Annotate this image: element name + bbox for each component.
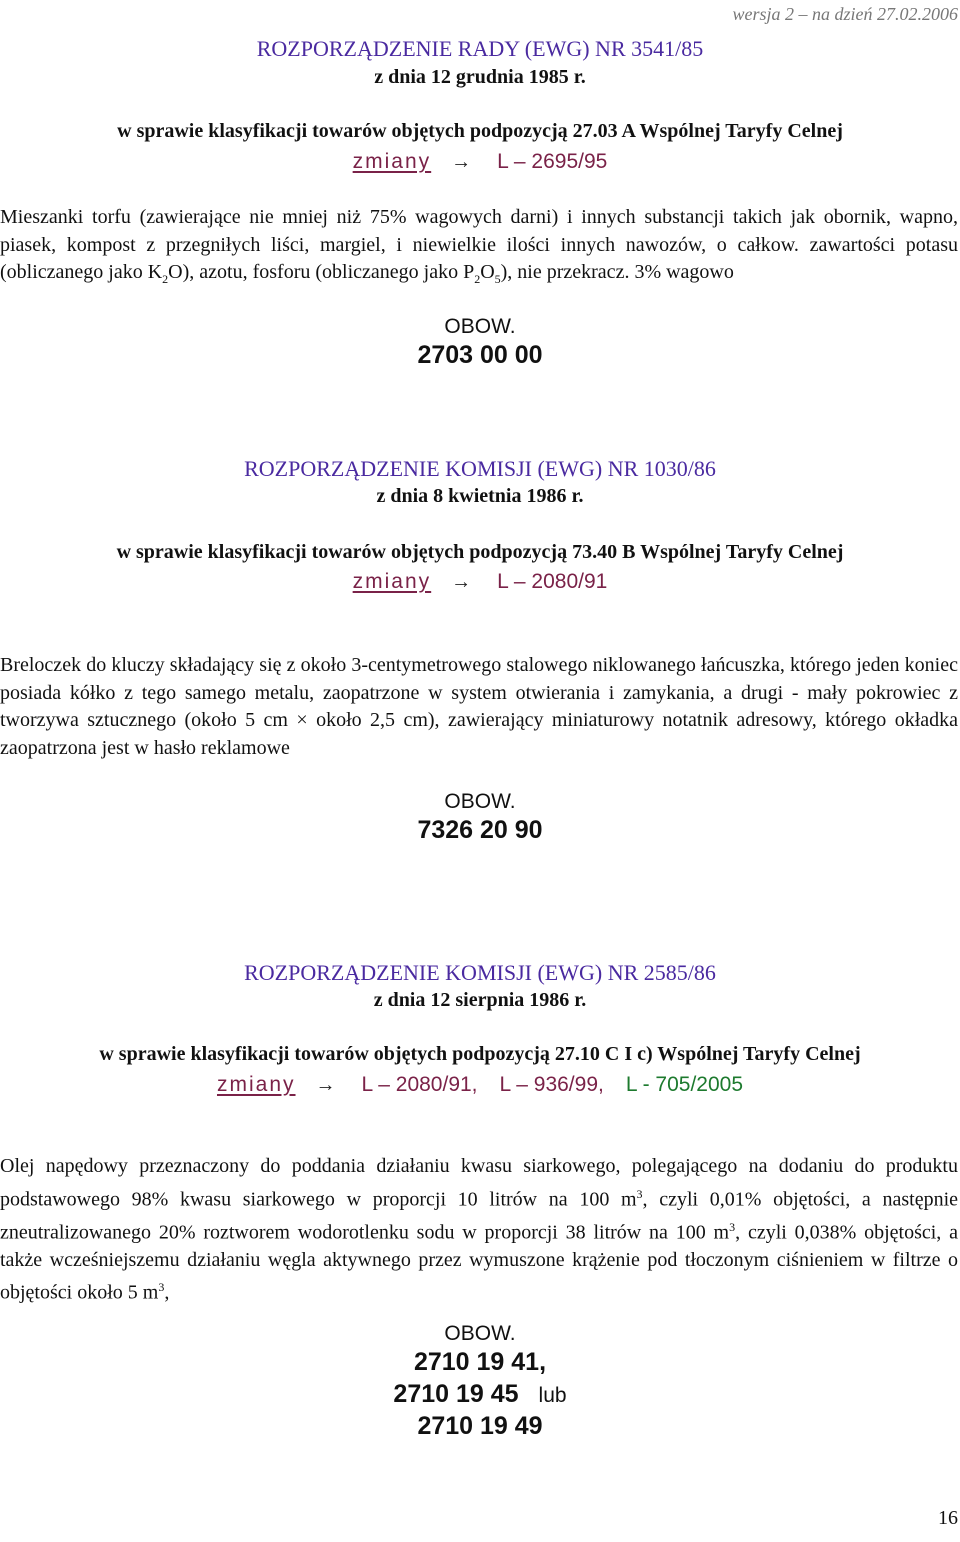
- obow-label-1: OBOW.: [444, 315, 516, 338]
- regulation-date-3: z dnia 12 sierpnia 1986 r.: [373, 989, 587, 1011]
- tariff-code-2: 7326 20 90: [417, 816, 543, 844]
- regulation-title-1: ROZPORZĄDZENIE RADY (EWG) NR 3541/85: [256, 36, 704, 61]
- or-label: lub: [538, 1384, 567, 1407]
- regulation-subject-2: w sprawie klasyfikacji towarów objętych podpozycją 73.40 B Wspólnej Taryfy Celnej: [116, 541, 844, 563]
- right-arrow-icon: →: [451, 151, 472, 173]
- amendment-ref[interactable]: L – 2080/91,: [361, 1073, 478, 1096]
- amendment-ref[interactable]: L - 705/2005: [625, 1073, 743, 1096]
- changes-row-3: [0, 1073, 960, 1097]
- description-1: Mieszanki torfu (zawierające nie mniej niż 75% wagowych darni) i innych substancji takich jak obornik, wapno, piasek, kompost z przegniłych liści, margiel, i niewielkie ilości innych nawozów, o całkow. zawartości potasu (obliczanego jako $K_2O$), azotu, fosforu (obliczanego jako $P_2O_5$), nie przekracz. 3% wagowo: [0, 206, 958, 286]
- description-3: Olej napędowy przeznaczony do poddania działaniu kwasu siarkowego, polegającego na dodaniu do produktu podstawowego 98% kwasu siarkowego w proporcji 10 litrów na 100 $m^3$, czyli 0,01% objętości, a następnie zneutralizowanego 20% roztworem wodorotlenku sodu w proporcji 38 litrów na 100 $m^3$, czyli 0,038% objętości, a także wcześniejszemu działaniu węgla aktywnego przez wymuszone krążenie pod tłoczonym ciśnieniem w filtrze o objętości około 5 $m^3$,: [0, 1155, 959, 1304]
- tariff-code-3c: 2710 19 49: [417, 1412, 543, 1440]
- regulation-title-3: ROZPORZĄDZENIE KOMISJI (EWG) NR 2585/86: [244, 960, 716, 985]
- tariff-code-3a: 2710 19 41,: [413, 1348, 547, 1376]
- changes-row-2: [0, 570, 960, 594]
- changes-label[interactable]: zmiany: [216, 1073, 296, 1096]
- regulation-title-2: ROZPORZĄDZENIE KOMISJI (EWG) NR 1030/86: [244, 456, 716, 481]
- regulation-date-2: z dnia 8 kwietnia 1986 r.: [376, 485, 584, 507]
- regulation-subject-1: w sprawie klasyfikacji towarów objętych podpozycją 27.03 A Wspólnej Taryfy Celnej: [117, 120, 843, 142]
- tariff-code-1: 2703 00 00: [417, 341, 543, 369]
- regulation-date-1: z dnia 12 grudnia 1985 r.: [374, 66, 586, 88]
- version-label: wersja 2 – na dzień 27.02.2006: [732, 4, 958, 24]
- description-2: Breloczek do kluczy składający się z około 3-centymetrowego stalowego niklowanego łańcuszka, którego jeden koniec posiada kółko z tego samego metalu, zaopatrzone w system otwierania i zamykania, a drugi - mały pokrowiec z tworzywa sztucznego (około 5 cm × około 2,5 cm), zawierający miniaturowy notatnik adresowy, którego okładka zaopatrzona jest w hasło reklamowe: [0, 654, 958, 759]
- changes-label[interactable]: zmiany: [352, 570, 432, 593]
- obow-label-2: OBOW.: [444, 790, 516, 813]
- changes-label[interactable]: zmiany: [352, 150, 432, 173]
- amendment-ref[interactable]: L – 936/99,: [499, 1073, 604, 1096]
- page-number: 16: [938, 1507, 958, 1529]
- regulation-subject-3: w sprawie klasyfikacji towarów objętych podpozycją 27.10 C I c) Wspólnej Taryfy Celnej: [99, 1043, 861, 1065]
- right-arrow-icon: →: [451, 571, 472, 593]
- changes-row-1: [0, 150, 960, 174]
- amendment-ref[interactable]: L – 2080/91: [497, 570, 608, 593]
- amendment-ref[interactable]: L – 2695/95: [497, 150, 608, 173]
- obow-label-3: OBOW.: [444, 1322, 516, 1345]
- right-arrow-icon: →: [315, 1074, 336, 1096]
- tariff-code-3b: 2710 19 45 lub: [393, 1380, 567, 1408]
